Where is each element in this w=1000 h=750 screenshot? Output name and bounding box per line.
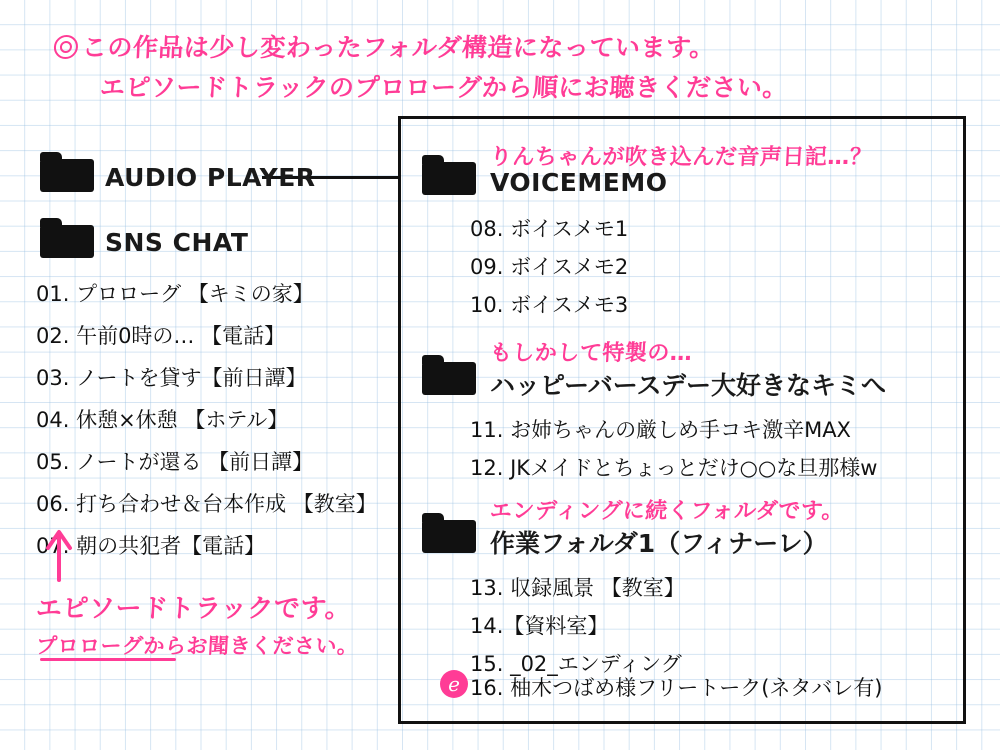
folder-body <box>40 225 94 258</box>
list-item: 03. ノートを貸す【前日譚】 <box>36 366 307 390</box>
folder-body <box>422 520 476 553</box>
folder-label-audio-player: AUDIO PLAYER <box>105 163 316 192</box>
list-item: 04. 休憩×休憩 【ホテル】 <box>36 408 289 432</box>
header-note-line-2: エピソードトラックのプロローグから順にお聴きください。 <box>99 73 789 102</box>
list-item: 11. お姉ちゃんの厳しめ手コキ激辛MAX <box>470 418 851 442</box>
list-item: 01. プロローグ 【キミの家】 <box>36 282 314 306</box>
folder-icon-work-folder[interactable] <box>422 513 478 555</box>
list-item: 05. ノートが還る 【前日譚】 <box>36 450 314 474</box>
list-item: 15. _02_エンディング <box>470 652 682 676</box>
note-happy-birthday: もしかして特製の… <box>489 341 694 366</box>
list-item: 07. 朝の共犯者【電話】 <box>36 534 266 558</box>
folder-label-work-folder: 作業フォルダ1（フィナーレ） <box>490 529 828 558</box>
list-item: 12. JKメイドとちょっとだけ○○な旦那様w <box>470 456 878 480</box>
list-item: 08. ボイスメモ1 <box>470 217 629 241</box>
folder-icon-happy-birthday[interactable] <box>422 355 478 397</box>
folder-body <box>422 162 476 195</box>
note-episode-track: エピソードトラックです。 <box>35 594 353 624</box>
list-item: 14.【資料室】 <box>470 614 609 638</box>
note-work-folder: エンディングに続くフォルダです。 <box>489 499 845 524</box>
arrow-up-icon <box>44 528 74 582</box>
folder-body <box>40 159 94 192</box>
note-prologue-order: プロローグからお聞きください。 <box>35 634 360 658</box>
underline-decoration <box>40 658 176 661</box>
e-badge-icon: e <box>440 670 468 698</box>
folder-icon-voicememo[interactable] <box>422 155 478 197</box>
note-voicememo: りんちゃんが吹き込んだ音声日記…？ <box>489 145 874 170</box>
list-item: 13. 収録風景 【教室】 <box>470 576 685 600</box>
list-item: 06. 打ち合わせ＆台本作成 【教室】 <box>36 492 377 516</box>
list-item: 16. 柚木つばめ様フリートーク(ネタバレ有) <box>470 676 883 700</box>
folder-label-sns-chat: SNS CHAT <box>105 228 249 257</box>
folder-label-happy-birthday: ハッピーバースデー大好きなキミへ <box>490 371 887 400</box>
folder-icon-audio-player[interactable] <box>40 152 96 194</box>
list-item: 10. ボイスメモ3 <box>470 293 629 317</box>
list-item: 02. 午前0時の… 【電話】 <box>36 324 286 348</box>
header-note-line-1 <box>53 28 716 64</box>
folder-icon-sns-chat[interactable] <box>40 218 96 260</box>
folder-label-voicememo: VOICEMEMO <box>490 168 668 197</box>
folder-body <box>422 362 476 395</box>
list-item: 09. ボイスメモ2 <box>470 255 629 279</box>
header-note-line-1-text: この作品は少し変わったフォルダ構造になっています。 <box>81 33 716 62</box>
target-icon <box>53 35 78 59</box>
